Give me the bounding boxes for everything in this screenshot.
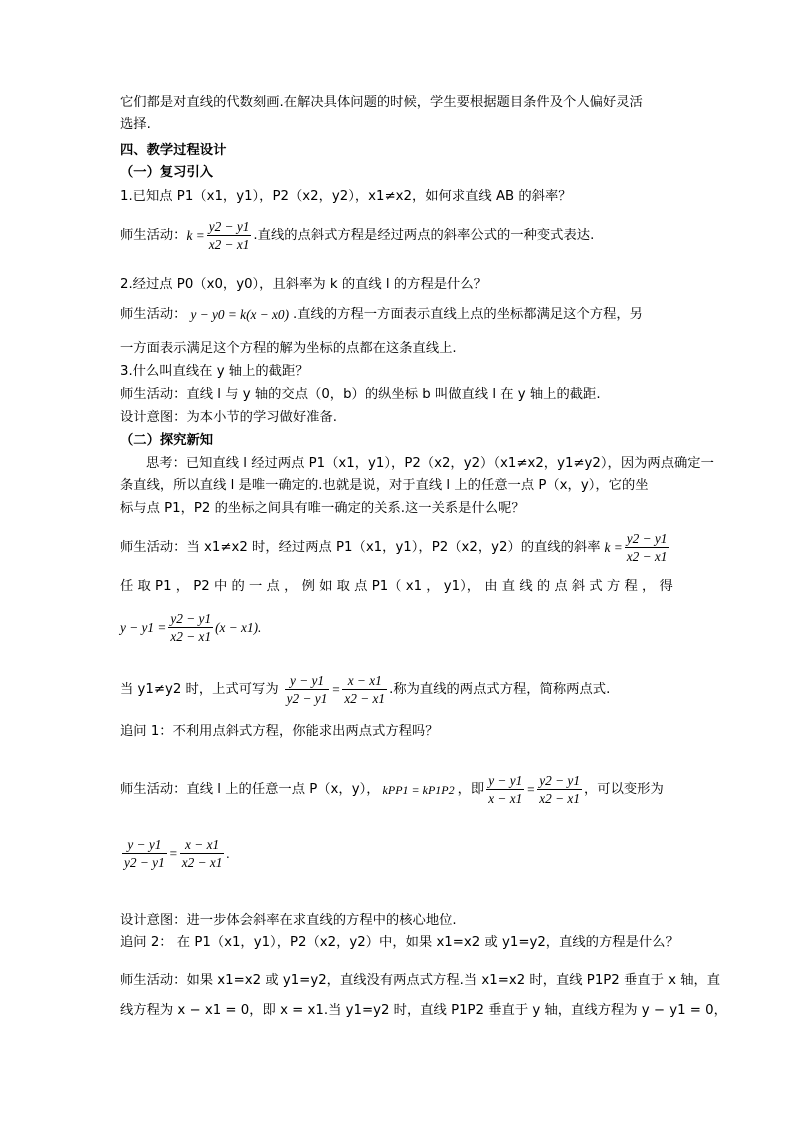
answer-prefix: 师生活动：	[120, 227, 187, 243]
fraction-denominator: y2 − y1	[124, 855, 165, 870]
fraction-numerator: y2 − y1	[626, 531, 668, 546]
answer-text: ，即	[457, 781, 485, 797]
think-line: 标与点 P1，P2 的坐标之间具有唯一确定的关系.这一关系是什么呢？	[120, 501, 525, 516]
answer-4	[120, 530, 671, 565]
answer-text: 师生活动：直线 l 上的任意一点 P（x，y），	[120, 781, 380, 797]
fraction-numerator: y − y1	[285, 672, 330, 690]
fraction-numerator: y2 − y1	[170, 611, 212, 626]
answer-1	[120, 218, 594, 253]
answer-prefix: 师生活动：	[120, 307, 187, 322]
slope-lhs: k =	[186, 227, 205, 243]
fraction-denominator: x2 − x1	[344, 691, 386, 706]
question-2: 2.经过点 P0（x0，y0），且斜率为 k 的直线 l 的方程是什么？	[120, 277, 487, 292]
think-line: 条直线，所以直线 l 是唯一确定的.也就是说，对于直线 l 上的任意一点 P（x，y），它的坐	[120, 478, 649, 493]
question-1: 1.已知点 P1（x1，y1），P2（x2，y2），x1≠x2，如何求直线 AB 的斜率？	[120, 189, 572, 204]
answer-9: 师生活动：如果 x1=x2 或 y1=y2，直线没有两点式方程.当 x1=x2 时，直线 P1P2 垂直于 x 轴，直	[120, 973, 721, 988]
question-3: 3.什么叫直线在 y 轴上的截距？	[120, 364, 309, 379]
equation-rhs: (x − x1).	[215, 619, 262, 635]
follow-up-question-2: 追问 2： 在 P1（x1，y1），P2（x2，y2）中，如果 x1=x2 或 y1=y2，直线的方程是什么？	[120, 935, 679, 950]
period: .	[226, 845, 230, 861]
section-heading: 四、教学过程设计	[120, 143, 227, 158]
design-intent: 设计意图：进一步体会斜率在求直线的方程中的核心地位.	[120, 913, 457, 928]
think-line: 思考：已知直线 l 经过两点 P1（x1，y1），P2（x2，y2）（x1≠x2，y1≠y2），因为两点确定一	[146, 456, 714, 471]
equals-sign: =	[331, 681, 341, 697]
design-intent: 设计意图：为本小节的学习做好准备.	[120, 410, 337, 425]
answer-text: 当 y1≠y2 时，上式可写为	[120, 681, 279, 697]
fraction-denominator: x2 − x1	[539, 791, 580, 806]
slope-equality: kPP1 = kP1P2	[382, 782, 455, 797]
answer-7	[120, 772, 664, 807]
point-slope-equation: y − y0 = k(x − x0)	[190, 307, 290, 322]
fraction-right	[537, 772, 582, 807]
subsection-heading: （一）复习引入	[120, 165, 214, 180]
slope-fraction	[207, 218, 252, 253]
fraction-right	[180, 836, 225, 871]
fraction-numerator: y2 − y1	[208, 219, 250, 234]
point-slope-derivation	[120, 610, 261, 645]
paragraph-line: 选择.	[120, 117, 151, 132]
answer-10: 线方程为 x − x1 = 0，即 x = x1.当 y1=y2 时，直线 P1P2 垂直于 y 轴，直线方程为 y − y1 = 0，	[120, 1003, 727, 1018]
fraction-numerator: x − x1	[180, 836, 225, 854]
answer-text: .直线的方程一方面表示直线上点的坐标都满足这个方程，另	[293, 307, 643, 322]
answer-text: ，可以变形为	[584, 781, 664, 797]
fraction-numerator: y2 − y1	[539, 773, 580, 788]
fraction-denominator: x2 − x1	[626, 549, 668, 564]
fraction-left	[486, 772, 524, 807]
fraction-denominator: x2 − x1	[181, 855, 223, 870]
fraction-denominator: x − x1	[488, 791, 523, 806]
fraction-numerator: y − y1	[122, 836, 167, 854]
paragraph-line: 它们都是对直线的代数刻画.在解决具体问题的时候，学生要根据题目条件及个人偏好灵活	[120, 95, 643, 110]
answer-2-cont: 一方面表示满足这个方程的解为坐标的点都在这条直线上.	[120, 341, 457, 356]
answer-3: 师生活动：直线 l 与 y 轴的交点（0，b）的纵坐标 b 叫做直线 l 在 y 轴上的截距.	[120, 387, 601, 402]
two-point-form-line	[120, 672, 610, 707]
fraction-left	[285, 672, 330, 707]
fraction-right	[342, 672, 387, 707]
answer-5: 任 取 P1 ， P2 中 的 一 点 ， 例 如 取 点 P1（ x1 ， y1）， 由 直 线 的 点 斜 式 方 程 ， 得	[120, 579, 673, 594]
answer-text: .直线的点斜式方程是经过两点的斜率公式的一种变式表达.	[253, 227, 595, 243]
subsection-heading: （二）探究新知	[120, 433, 214, 448]
answer-text: .称为直线的两点式方程，简称两点式.	[389, 681, 611, 697]
fraction-left	[122, 836, 167, 871]
answer-2	[120, 306, 643, 324]
equals-sign: =	[526, 781, 536, 797]
fraction-numerator: x − x1	[342, 672, 387, 690]
equals-sign: =	[168, 845, 178, 861]
fraction-denominator: x2 − x1	[208, 237, 250, 252]
fraction-denominator: y2 − y1	[286, 691, 328, 706]
fraction-numerator: y − y1	[488, 773, 523, 788]
slope-fraction	[625, 530, 670, 565]
answer-text: 师生活动：当 x1≠x2 时，经过两点 P1（x1，y1），P2（x2，y2）的直线的斜率	[120, 539, 601, 555]
slope-lhs: k =	[604, 539, 623, 555]
equation-lhs: y − y1 =	[120, 619, 167, 635]
follow-up-question-1: 追问 1：不利用点斜式方程，你能求出两点式方程吗？	[120, 724, 439, 739]
two-point-form-equation	[120, 836, 230, 871]
fraction-denominator: x2 − x1	[170, 629, 212, 644]
slope-fraction	[168, 610, 213, 645]
